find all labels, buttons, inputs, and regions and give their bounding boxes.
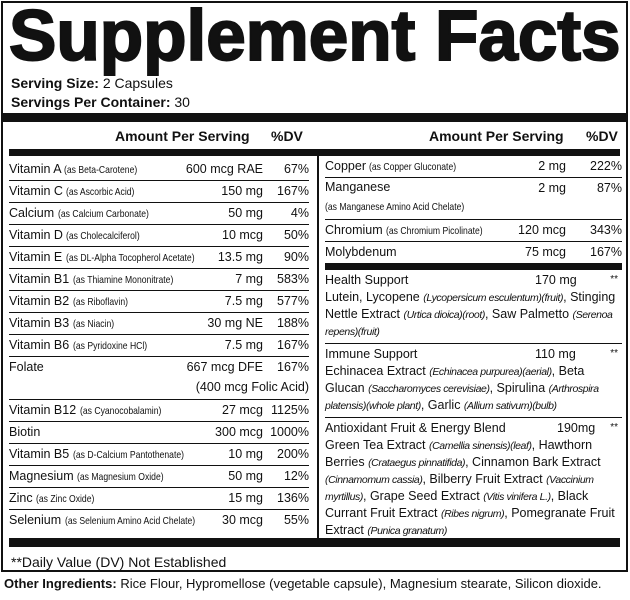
- nutrient-dv: 167%: [277, 360, 309, 374]
- nutrient-amount: 667 mcg DFE: [186, 360, 263, 374]
- nutrient-amount: 7.5 mg: [224, 294, 263, 308]
- nutrient-label: Vitamin B12: [9, 403, 77, 417]
- servings-label: Servings Per Container:: [11, 94, 171, 110]
- other-ingredients-label: Other Ingredients:: [4, 576, 117, 591]
- ingredient-source: (Camellia sinensis)(leaf): [429, 440, 532, 452]
- nutrient-name: [325, 242, 397, 263]
- right-nutrient-list: [325, 156, 622, 542]
- nutrient-row: [9, 291, 309, 313]
- blend-dv: **: [610, 348, 618, 359]
- nutrient-dv: 55%: [283, 513, 309, 527]
- blend-header: [325, 272, 622, 289]
- nutrient-name: [9, 181, 150, 203]
- footnote: **Daily Value (DV) Not Established: [11, 554, 227, 570]
- nutrient-name: [9, 159, 154, 181]
- nutrient-label: Vitamin C: [9, 184, 63, 198]
- nutrient-name: [9, 225, 156, 247]
- blend-amount: 170 mg: [535, 273, 577, 287]
- nutrient-label: Vitamin B5: [9, 447, 70, 461]
- nutrient-label: Vitamin E: [9, 250, 63, 264]
- ingredient-source: (Vitis vinifera L.): [483, 491, 551, 503]
- nutrient-label: Vitamin B3: [9, 316, 70, 330]
- nutrient-label: Copper: [325, 159, 366, 173]
- ingredient-name: , Stinging Nettle Extract: [325, 290, 616, 321]
- nutrient-row: [9, 510, 309, 532]
- nutrient-label: Molybdenum: [325, 245, 397, 259]
- nutrient-row: [9, 444, 309, 466]
- ingredient-source: (Cinnamomum cassia): [325, 474, 423, 486]
- nutrient-source: (as Chromium Picolinate): [386, 225, 483, 237]
- ingredient-name: , Spirulina: [489, 381, 549, 395]
- nutrient-source: (as Beta-Carotene): [64, 164, 138, 176]
- ingredient-name: Echinacea Extract: [325, 364, 430, 378]
- blend-amount: 110 mg: [535, 347, 576, 361]
- header-dv-left: %DV: [271, 128, 303, 144]
- nutrient-name: [325, 178, 495, 217]
- other-ingredients: [4, 576, 602, 591]
- nutrient-dv: 188%: [277, 316, 309, 330]
- ingredient-source: (Echinacea purpurea)(aerial): [429, 366, 552, 378]
- ingredient-name: , Beta Glucan: [325, 364, 585, 395]
- nutrient-note: (400 mcg Folic Acid): [195, 380, 309, 394]
- nutrient-row: [325, 178, 622, 220]
- blend-name: Immune Support: [325, 347, 418, 361]
- nutrient-row: [9, 159, 309, 181]
- nutrient-label: Vitamin B6: [9, 338, 70, 352]
- ingredient-name: , Garlic: [420, 398, 464, 412]
- divider-bar: [9, 538, 620, 547]
- ingredient-source: (Punica granatum): [367, 525, 447, 537]
- ingredient-name: , Hawthorn Berries: [325, 438, 593, 469]
- nutrient-source: (as Pyridoxine HCl): [72, 340, 147, 352]
- blend-name: Health Support: [325, 273, 409, 287]
- nutrient-row: [9, 335, 309, 357]
- nutrient-source: (as Cholecalciferol): [66, 230, 141, 242]
- nutrient-dv: 222%: [590, 159, 622, 173]
- ingredient-source: (Crataegus pinnatifida): [368, 457, 466, 469]
- nutrient-name: [9, 510, 223, 532]
- ingredient-source: (Allium sativum)(bulb): [463, 400, 557, 412]
- ingredient-name: , Cinnamon Bark Extract: [465, 455, 601, 469]
- nutrient-label: Folate: [9, 360, 44, 374]
- nutrient-name: [9, 269, 195, 291]
- nutrient-row: [9, 313, 309, 335]
- nutrient-label: Chromium: [325, 223, 383, 237]
- blend-amount: 190mg: [557, 421, 596, 435]
- nutrient-label: Vitamin D: [9, 228, 63, 242]
- blend-ingredients: [325, 289, 622, 340]
- blend-ingredients: [325, 437, 622, 539]
- ingredient-source: (Serenoa repens)(fruit): [325, 309, 613, 338]
- nutrient-source: (as Manganese Amino Acid Chelate): [325, 201, 465, 213]
- ingredient-name: , Pomegranate Fruit Extract: [325, 506, 615, 537]
- nutrient-amount: 300 mcg: [215, 425, 263, 439]
- nutrient-amount: 2 mg: [538, 159, 566, 173]
- nutrient-label: Calcium: [9, 206, 55, 220]
- nutrient-amount: 7.5 mg: [224, 338, 263, 352]
- blend-dv: **: [610, 422, 618, 433]
- nutrient-row: [9, 400, 309, 422]
- nutrient-amount: 150 mg: [221, 184, 263, 198]
- nutrient-amount: 10 mcg: [222, 228, 263, 242]
- nutrient-label: Selenium: [9, 513, 62, 527]
- nutrient-source: (as Selenium Amino Acid Chelate): [64, 515, 195, 527]
- nutrient-name: [9, 444, 208, 466]
- ingredient-name: , Bilberry Fruit Extract: [422, 472, 547, 486]
- divider-bar: [3, 113, 626, 122]
- nutrient-row: [9, 247, 309, 269]
- ingredient-name: , Grape Seed Extract: [363, 489, 484, 503]
- nutrient-name: [9, 357, 44, 378]
- serving-size-value: 2 Capsules: [102, 75, 173, 91]
- proprietary-blend: [325, 418, 622, 542]
- nutrient-row: [9, 225, 309, 247]
- nutrient-name: [9, 422, 40, 443]
- ingredient-name: Green Tea Extract: [325, 438, 429, 452]
- nutrient-dv: 1125%: [271, 403, 309, 417]
- nutrient-dv: 167%: [277, 184, 309, 198]
- nutrient-source: (as Magnesium Oxide): [77, 471, 164, 483]
- blend-dv: **: [610, 274, 618, 285]
- nutrient-label: Vitamin B2: [9, 294, 70, 308]
- nutrient-dv: 167%: [590, 245, 622, 259]
- nutrient-name: [9, 313, 123, 335]
- nutrient-name: [9, 291, 140, 313]
- nutrient-name: [325, 220, 504, 242]
- nutrient-row: [9, 181, 309, 203]
- nutrient-source: (as Zinc Oxide): [36, 493, 95, 505]
- nutrient-dv: 577%: [277, 294, 309, 308]
- nutrient-amount: 50 mg: [228, 206, 263, 220]
- nutrient-row: [9, 203, 309, 225]
- nutrient-label: Biotin: [9, 425, 41, 439]
- divider-bar: [9, 149, 620, 156]
- nutrient-dv: 136%: [277, 491, 309, 505]
- header-amount-right: Amount Per Serving: [429, 128, 564, 144]
- nutrient-amount: 15 mg: [228, 491, 263, 505]
- nutrient-amount: 50 mg: [228, 469, 263, 483]
- nutrient-label: Manganese: [325, 180, 391, 194]
- nutrient-amount: 600 mcg RAE: [185, 162, 263, 176]
- nutrient-amount: 75 mcg: [525, 245, 566, 259]
- divider-bar: [325, 263, 622, 270]
- nutrient-row: [9, 269, 309, 291]
- nutrient-dv: 12%: [283, 469, 309, 483]
- header-amount-left: Amount Per Serving: [115, 128, 250, 144]
- ingredient-name: Lutein, Lycopene: [325, 290, 424, 304]
- nutrient-source: (as Niacin): [72, 318, 114, 330]
- servings-per-container: [11, 94, 190, 110]
- servings-value: 30: [174, 94, 190, 110]
- nutrient-row: [325, 242, 622, 264]
- column-divider: [317, 156, 319, 538]
- nutrient-name: [9, 335, 163, 357]
- nutrient-name: [9, 400, 179, 422]
- nutrient-dv: 200%: [277, 447, 309, 461]
- nutrient-label: Zinc: [9, 491, 33, 505]
- proprietary-blend: [325, 344, 622, 418]
- ingredient-source: (Urtica dioica)(root): [403, 309, 485, 321]
- panel-title: Supplement Facts: [9, 0, 621, 76]
- nutrient-source: (as DL-Alpha Tocopherol Acetate): [65, 252, 195, 264]
- nutrient-name: [9, 247, 223, 269]
- nutrient-dv: 67%: [283, 162, 309, 176]
- nutrient-row: [9, 422, 309, 444]
- nutrient-amount: 2 mg: [538, 181, 566, 195]
- nutrient-amount: 27 mcg: [222, 403, 263, 417]
- nutrient-row: [325, 156, 622, 178]
- nutrient-amount: 120 mcg: [518, 223, 566, 237]
- nutrient-name: [9, 466, 183, 488]
- blend-name: Antioxidant Fruit & Energy Blend: [325, 421, 506, 435]
- nutrient-row: [9, 357, 309, 400]
- left-nutrient-list: [9, 159, 309, 532]
- nutrient-dv: 4%: [290, 206, 309, 220]
- nutrient-dv: 1000%: [270, 425, 309, 439]
- nutrient-source: (as Thiamine Mononitrate): [72, 274, 174, 286]
- other-ingredients-value: Rice Flour, Hypromellose (vegetable capsule), Magnesium stearate, Silicon dioxide.: [120, 576, 602, 591]
- nutrient-source: (as Ascorbic Acid): [66, 186, 135, 198]
- nutrient-source: (as Calcium Carbonate): [57, 208, 149, 220]
- nutrient-source: (as Riboflavin): [72, 296, 128, 308]
- nutrient-dv: 167%: [277, 338, 309, 352]
- nutrient-label: Vitamin B1: [9, 272, 70, 286]
- blend-ingredients: [325, 363, 622, 414]
- ingredient-source: (Saccharomyces cerevisiae): [368, 383, 490, 395]
- serving-size: [11, 75, 173, 91]
- nutrient-amount: 10 mg: [228, 447, 263, 461]
- nutrient-dv: 50%: [283, 228, 309, 242]
- nutrient-amount: 13.5 mg: [217, 250, 263, 264]
- supplement-facts-panel: [1, 1, 628, 572]
- nutrient-dv: 90%: [283, 250, 309, 264]
- nutrient-dv: 583%: [277, 272, 309, 286]
- nutrient-amount: 30 mcg: [222, 513, 263, 527]
- nutrient-dv: 87%: [596, 181, 622, 195]
- ingredient-source: (Ribes nigrum): [441, 508, 505, 520]
- ingredient-source: (Arthrospira platensis)(whole plant): [325, 383, 599, 412]
- nutrient-source: (as Copper Gluconate): [369, 161, 457, 173]
- ingredient-name: , Saw Palmetto: [484, 307, 573, 321]
- nutrient-dv: 343%: [590, 223, 622, 237]
- nutrient-name: [9, 203, 169, 225]
- proprietary-blend: [325, 270, 622, 344]
- nutrient-source: (as D-Calcium Pantothenate): [72, 449, 184, 461]
- ingredient-source: (Lycopersicum esculentum)(fruit): [423, 292, 564, 304]
- nutrient-row: [325, 220, 622, 242]
- header-dv-right: %DV: [586, 128, 618, 144]
- nutrient-row: [9, 466, 309, 488]
- blend-header: [325, 420, 622, 437]
- serving-size-label: Serving Size:: [11, 75, 99, 91]
- nutrient-amount: 30 mg NE: [207, 316, 263, 330]
- nutrient-source: (as Cyanocobalamin): [79, 405, 162, 417]
- ingredient-source: (Vaccinium myrtillus): [325, 474, 594, 503]
- nutrient-name: [9, 488, 107, 510]
- nutrient-row: [9, 488, 309, 510]
- nutrient-name: [325, 156, 476, 178]
- blend-header: [325, 346, 622, 363]
- nutrient-label: Magnesium: [9, 469, 74, 483]
- nutrient-label: Vitamin A: [9, 162, 61, 176]
- ingredient-name: , Black Currant Fruit Extract: [325, 489, 589, 520]
- nutrient-amount: 7 mg: [235, 272, 263, 286]
